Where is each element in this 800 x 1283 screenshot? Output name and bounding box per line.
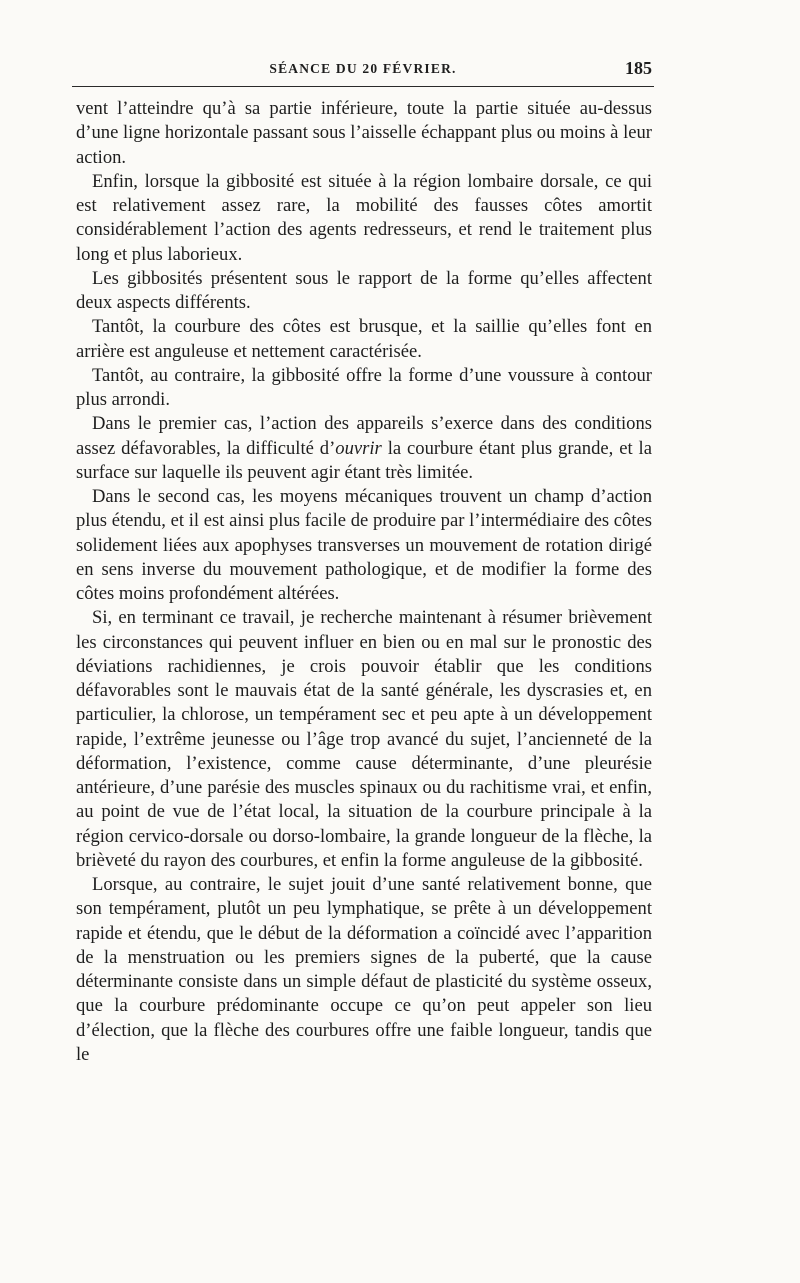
page-header xyxy=(72,58,654,87)
paragraph-3: Les gibbosités présentent sous le rapport de la forme qu’elles affectent deux aspects différents. xyxy=(76,267,652,313)
body-text xyxy=(76,97,652,1067)
paragraph-6 xyxy=(76,412,652,485)
italic-term: ouvrir xyxy=(335,437,382,459)
paragraph-2: Enfin, lorsque la gibbosité est située à la région lombaire dorsale, ce qui est relativement assez rare, la mobilité des fausses côtes amortit considérablement l’action des agents redresseurs, et rend le traitement plus long et plus laborieux. xyxy=(76,170,652,265)
paragraph-9: Lorsque, au contraire, le sujet jouit d’une santé relativement bonne, que son tempérament, plutôt un peu lymphatique, se prête à un développement rapide et étendu, que le début de la déformation a coïncidé avec l’apparition de la menstruation ou les premiers signes de la puberté, que la cause déterminante consiste dans un simple défaut de plasticité du système osseux, que la courbure prédominante occupe ce qu’on peut appeler son lieu d’élection, que la flèche des courbures offre une faible longueur, tandis que le xyxy=(76,874,652,1065)
running-head: SÉANCE DU 20 FÉVRIER. xyxy=(269,61,457,76)
paragraph-4: Tantôt, la courbure des côtes est brusque, et la saillie qu’elles font en arrière est anguleuse et nettement caractérisée. xyxy=(76,316,652,362)
paragraph-6-text-before: Dans le premier cas, l’action des appareils s’exerce dans des conditions assez défavorables, la difficulté d’ xyxy=(76,413,652,459)
paragraph-8: Si, en terminant ce travail, je recherche maintenant à résumer brièvement les circonstances qui peuvent influer en bien ou en mal sur le pronostic des déviations rachidiennes, je crois pouvoir établir que les conditions défavorables sont le mauvais état de la santé générale, les dyscrasies et, en particulier, la chlorose, un tempérament sec et peu apte à un développement rapide, l’extrême jeunesse ou l’âge trop avancé du sujet, l’ancienneté de la déformation, l’existence, comme cause déterminante, d’une pleurésie antérieure, d’une parésie des muscles spinaux ou du rachitisme vrai, et enfin, au point de vue de l’état local, la situation de la courbure principale à la région cervico-dorsale ou dorso-lombaire, la grande longueur de la flèche, la brièveté du rayon des courbures, et enfin la forme anguleuse de la gibbosité. xyxy=(76,607,652,871)
paragraph-1: vent l’atteindre qu’à sa partie inférieure, toute la partie située au-dessus d’une ligne horizontale passant sous l’aisselle échappant plus ou moins à leur action. xyxy=(76,98,652,168)
paragraph-7: Dans le second cas, les moyens mécaniques trouvent un champ d’action plus étendu, et il est ainsi plus facile de produire par l’intermédiaire des côtes solidement liées aux apophyses transverses un mouvement de rotation dirigé en sens inverse du mouvement pathologique, et de modifier la forme des côtes moins profondément altérées. xyxy=(76,486,652,604)
paragraph-5: Tantôt, au contraire, la gibbosité offre la forme d’une voussure à contour plus arrondi. xyxy=(76,364,652,410)
page-number: 185 xyxy=(625,58,652,78)
paragraph-6-text-after: la courbure étant plus grande, et la surface sur laquelle ils peuvent agir étant très limitée. xyxy=(76,437,652,483)
